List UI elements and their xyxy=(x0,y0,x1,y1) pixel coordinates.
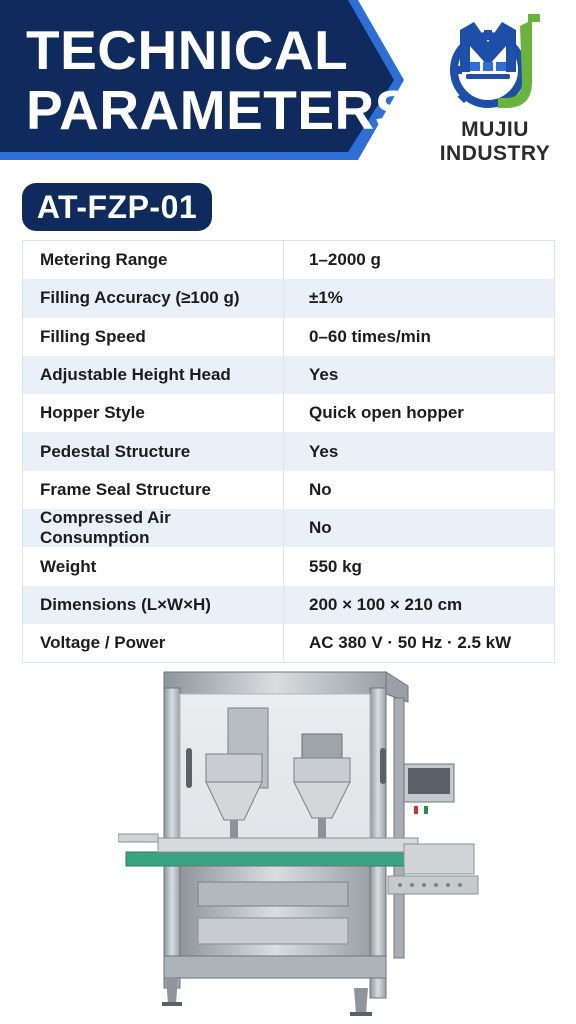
spec-label: Filling Accuracy (≥100 g) xyxy=(23,279,284,317)
spec-label: Weight xyxy=(23,547,284,585)
table-row xyxy=(23,356,554,394)
logo-text-line-1: MUJIU xyxy=(461,118,529,141)
table-row xyxy=(23,547,554,585)
logo-wordmark xyxy=(420,118,570,166)
spec-label: Compressed Air Consumption xyxy=(23,509,284,547)
spec-value: No xyxy=(309,518,332,538)
powder-filling-machine-image xyxy=(118,668,488,1018)
logo-text-line-2: INDUSTRY xyxy=(439,142,551,165)
spec-label: Voltage / Power xyxy=(23,624,284,662)
spec-value: Quick open hopper xyxy=(309,403,464,423)
spec-value: 0–60 times/min xyxy=(309,326,431,346)
spec-label: Hopper Style xyxy=(23,394,284,432)
spec-value: 550 kg xyxy=(309,556,362,576)
spec-value: 200 × 100 × 210 cm xyxy=(309,594,463,614)
table-row xyxy=(23,471,554,509)
spec-value: ±1% xyxy=(309,288,343,308)
spec-value: AC 380 V · 50 Hz · 2.5 kW xyxy=(309,633,512,653)
spec-table xyxy=(22,240,555,663)
page-title xyxy=(26,20,412,140)
spec-value: Yes xyxy=(309,441,339,461)
company-logo xyxy=(420,10,570,170)
spec-label: Filling Speed xyxy=(23,318,284,356)
model-badge: AT-FZP-01 xyxy=(22,183,212,231)
spec-value: 1–2000 g xyxy=(309,250,381,270)
spec-label: Metering Range xyxy=(23,241,284,279)
spec-label: Pedestal Structure xyxy=(23,432,284,470)
table-row xyxy=(23,432,554,470)
table-row xyxy=(23,394,554,432)
spec-label: Adjustable Height Head xyxy=(23,356,284,394)
table-row xyxy=(23,509,554,547)
table-row xyxy=(23,586,554,624)
table-row xyxy=(23,241,554,279)
table-row xyxy=(23,318,554,356)
spec-value: No xyxy=(309,479,332,499)
gear-conveyor-logo-icon xyxy=(448,12,544,112)
page-title-line-1: TECHNICAL xyxy=(26,19,349,81)
spec-label: Frame Seal Structure xyxy=(23,471,284,509)
spec-label: Dimensions (L×W×H) xyxy=(23,586,284,624)
table-row xyxy=(23,279,554,317)
spec-value: Yes xyxy=(309,365,339,385)
table-row xyxy=(23,624,554,662)
page-title-line-2: PARAMETERS xyxy=(26,79,412,141)
